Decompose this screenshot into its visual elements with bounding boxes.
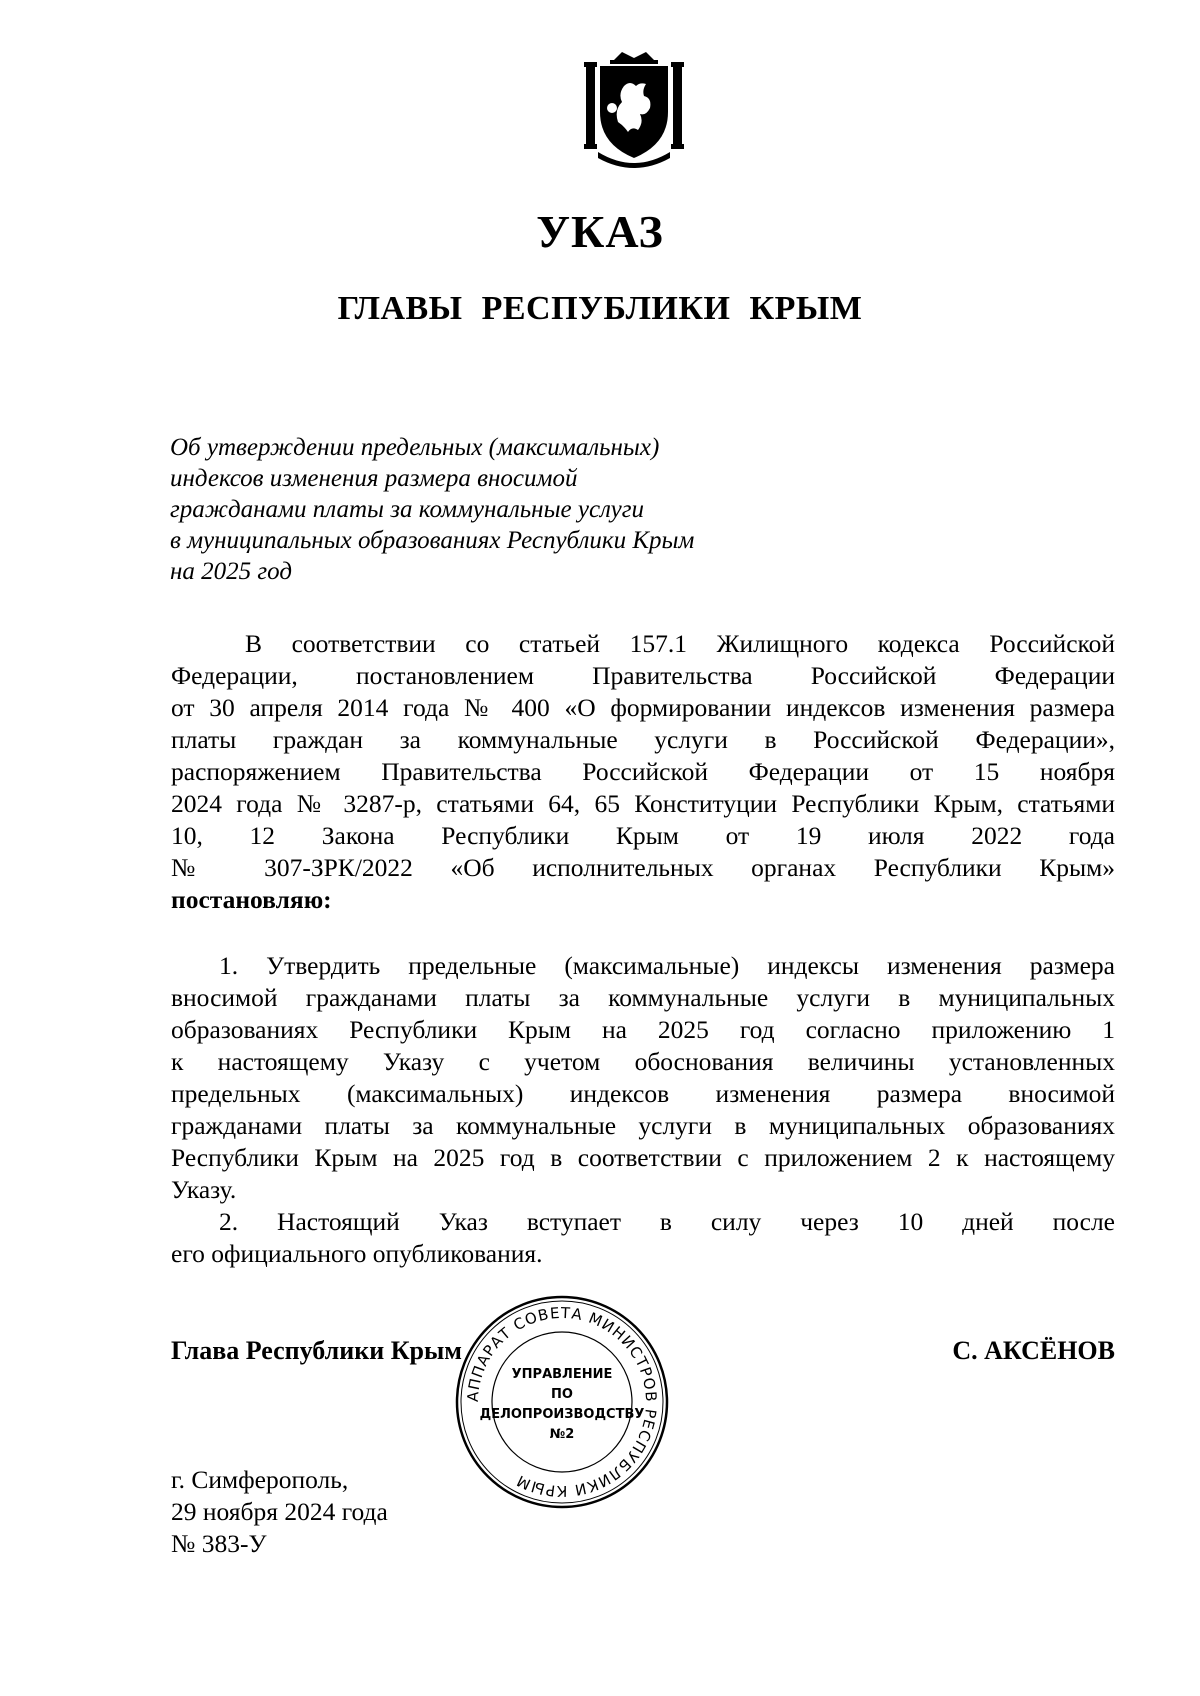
preamble-line: 2024 года № 3287-р, статьями 64, 65 Конституции Республики Крым, статьями: [171, 789, 1115, 818]
resolve-word: постановляю:: [171, 885, 332, 914]
preamble-line: № 307-ЗРК/2022 «Об исполнительных органах Республики Крым»: [171, 853, 1115, 882]
clause-1-line: предельных (максимальных) индексов изменения размера вносимой: [171, 1079, 1115, 1108]
coat-of-arms-emblem: [584, 52, 684, 170]
subject-line: в муниципальных образованиях Республики Крым: [170, 527, 695, 554]
subject-line: Об утверждении предельных (максимальных): [170, 434, 660, 461]
clause-1-line: к настоящему Указу с учетом обоснования величины установленных: [171, 1047, 1115, 1076]
preamble-line: распоряжением Правительства Российской Федерации от 15 ноября: [171, 757, 1115, 786]
official-stamp: [452, 1292, 672, 1512]
decree-number: № 383-У: [171, 1529, 267, 1558]
stamp-line: №2: [549, 1427, 575, 1442]
stamp-ring-text: АППАРАТ СОВЕТА МИНИСТРОВ РЕСПУБЛИКИ КРЫМ: [463, 1303, 661, 1501]
preamble-line: 10, 12 Закона Республики Крым от 19 июля 2022 года: [171, 821, 1115, 850]
signatory-name: С. АКСЁНОВ: [952, 1336, 1115, 1365]
clause-1-line: вносимой гражданами платы за коммунальные услуги в муниципальных: [171, 983, 1115, 1012]
preamble-line: Федерации, постановлением Правительства Российской Федерации: [171, 661, 1115, 690]
clause-1-line: Республики Крым на 2025 год в соответствии с приложением 2 к настоящему: [171, 1143, 1115, 1172]
stamp-line: УПРАВЛЕНИЕ: [511, 1367, 613, 1382]
clause-1-line: образованиях Республики Крым на 2025 год согласно приложению 1: [171, 1015, 1115, 1044]
stamp-line: ДЕЛОПРОИЗВОДСТВУ: [479, 1407, 645, 1422]
issue-details: [171, 1464, 388, 1560]
clause-1-line: 1. Утвердить предельные (максимальные) индексы изменения размера: [219, 951, 1115, 980]
document-title: УКАЗ: [536, 206, 664, 257]
document-subtitle: ГЛАВЫ РЕСПУБЛИКИ КРЫМ: [337, 290, 863, 327]
preamble-line: В соответствии со статьей 157.1 Жилищного кодекса Российской: [245, 629, 1115, 658]
clause-2-line: 2. Настоящий Указ вступает в силу через 10 дней после: [219, 1207, 1115, 1236]
coat-of-arms-icon: [584, 52, 684, 170]
preamble-line: от 30 апреля 2014 года № 400 «О формировании индексов изменения размера: [171, 693, 1115, 722]
subject-line: индексов изменения размера вносимой: [170, 465, 578, 492]
preamble-paragraph: [171, 628, 1115, 916]
preamble-line: платы граждан за коммунальные услуги в Российской Федерации»,: [171, 725, 1115, 754]
issue-place: г. Симферополь,: [171, 1465, 349, 1494]
decree-clauses: [171, 950, 1115, 1270]
signatory-position: Глава Республики Крым: [171, 1336, 463, 1365]
stamp-line: ПО: [551, 1387, 573, 1402]
clause-1-line: Указу.: [171, 1175, 237, 1204]
stamp-seal-icon: [452, 1292, 672, 1512]
clause-1-line: гражданами платы за коммунальные услуги в муниципальных образованиях: [171, 1111, 1115, 1140]
issue-date: 29 ноября 2024 года: [171, 1497, 388, 1526]
decree-subject: [170, 432, 790, 587]
subject-line: на 2025 год: [170, 558, 292, 585]
subject-line: гражданами платы за коммунальные услуги: [170, 496, 644, 523]
clause-2-line: его официального опубликования.: [171, 1239, 543, 1268]
